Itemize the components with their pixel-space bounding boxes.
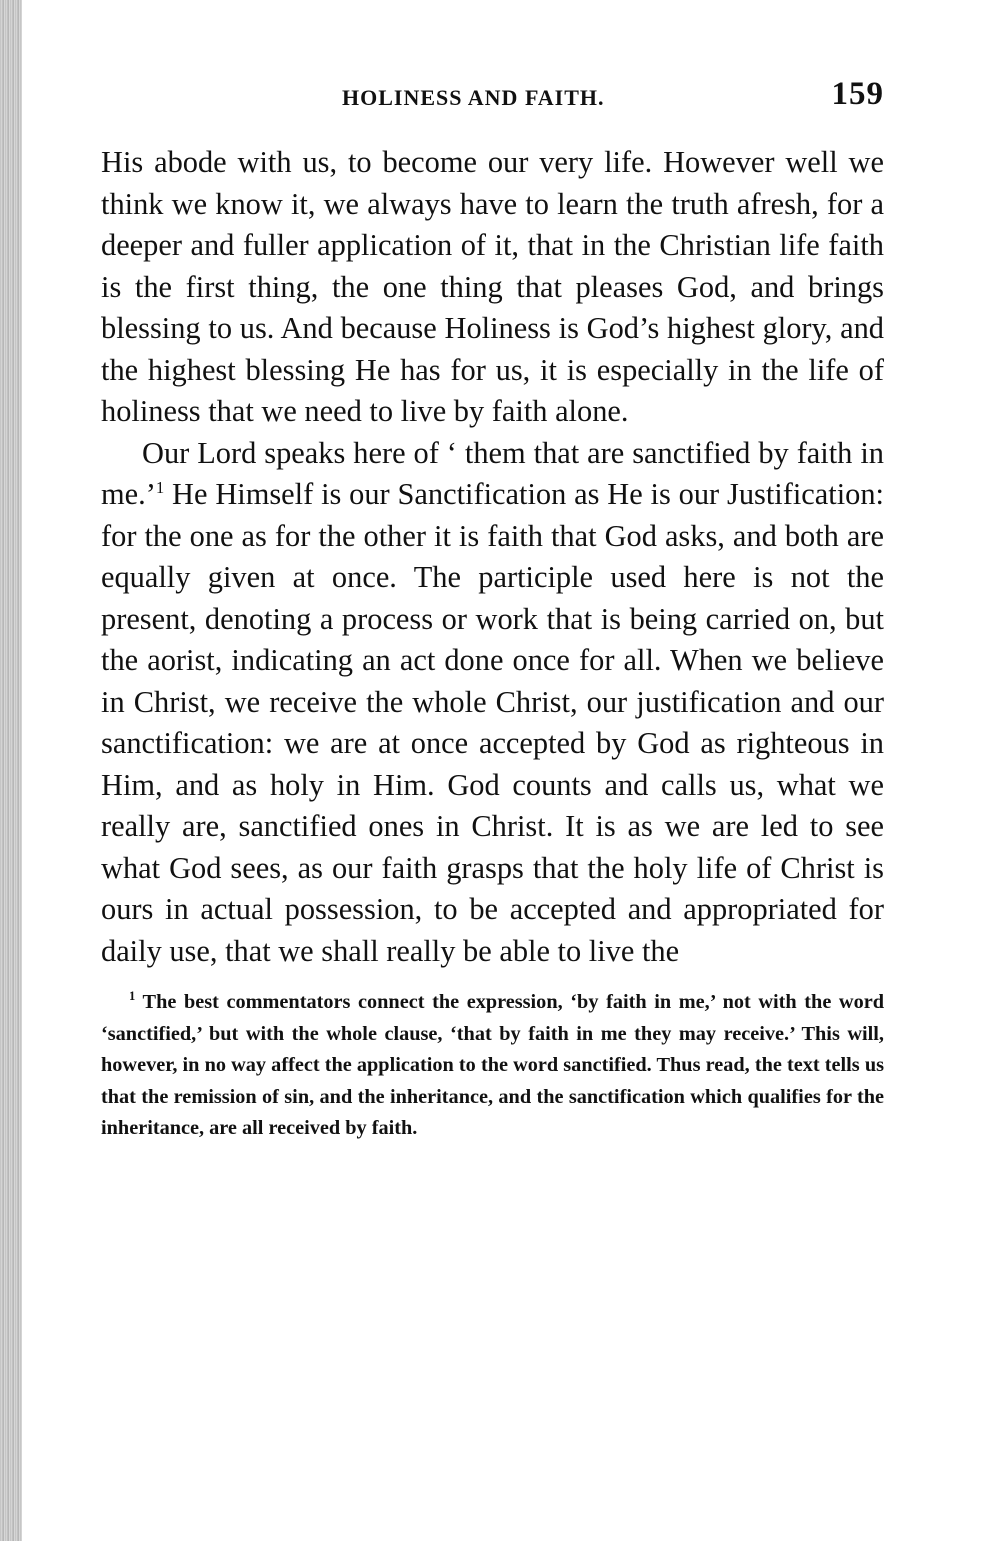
scanned-page-edge bbox=[0, 0, 22, 1541]
book-page bbox=[101, 76, 884, 1476]
paragraph-2 bbox=[101, 433, 884, 973]
footnote bbox=[101, 987, 884, 1145]
footnote-marker: 1 bbox=[129, 989, 136, 1004]
paragraph-2-intro: Our Lord speaks here of ‘ them that are sanctified by faith in me.’ bbox=[101, 435, 884, 511]
footnote-reference: 1 bbox=[155, 477, 165, 497]
main-text bbox=[101, 142, 884, 972]
paragraph-1: His abode with us, to become our very life. However well we think we know it, we always have to learn the truth afresh, for a deeper and fuller application of it, that in the Christian life faith is the first thing, the one thing that pleases God, and brings blessing to us. And because Holiness is God’s highest glory, and the highest blessing He has for us, it is especially in the life of holiness that we need to live by faith alone. bbox=[101, 145, 884, 428]
page-header bbox=[101, 76, 884, 114]
page-number: 159 bbox=[831, 76, 884, 112]
running-title: HOLINESS AND FAITH. bbox=[342, 85, 605, 110]
paragraph-2-continuation: He Himself is our Sanctification as He is our Justification: for the one as for the other it is faith that God asks, and both are equally given at once. The participle used here is not the present, denoting a process or work that is being carried on, but the aorist, indicating an act done once for all. When we believe in Christ, we receive the whole Christ, our justification and our sanctification: we are at once accepted by God as righteous in Him, and as holy in Him. God counts and calls us, what we really are, sanctified ones in Christ. It is as we are led to see what God sees, as our faith grasps that the holy life of Christ is ours in actual possession, to be accepted and appropriated for daily use, that we shall really be able to live the bbox=[101, 477, 884, 968]
footnote-text: The best commentators connect the expression, ‘by faith in me,’ not with the word ‘sanctified,’ but with the whole clause, ‘that by faith in me they may receive.’ This will, however, in no way affect the application to the word sanctified. Thus read, the text tells us that the remission of sin, and the inheritance, and the sanctification which qualifies for the inheritance, are all received by faith. bbox=[101, 991, 884, 1139]
